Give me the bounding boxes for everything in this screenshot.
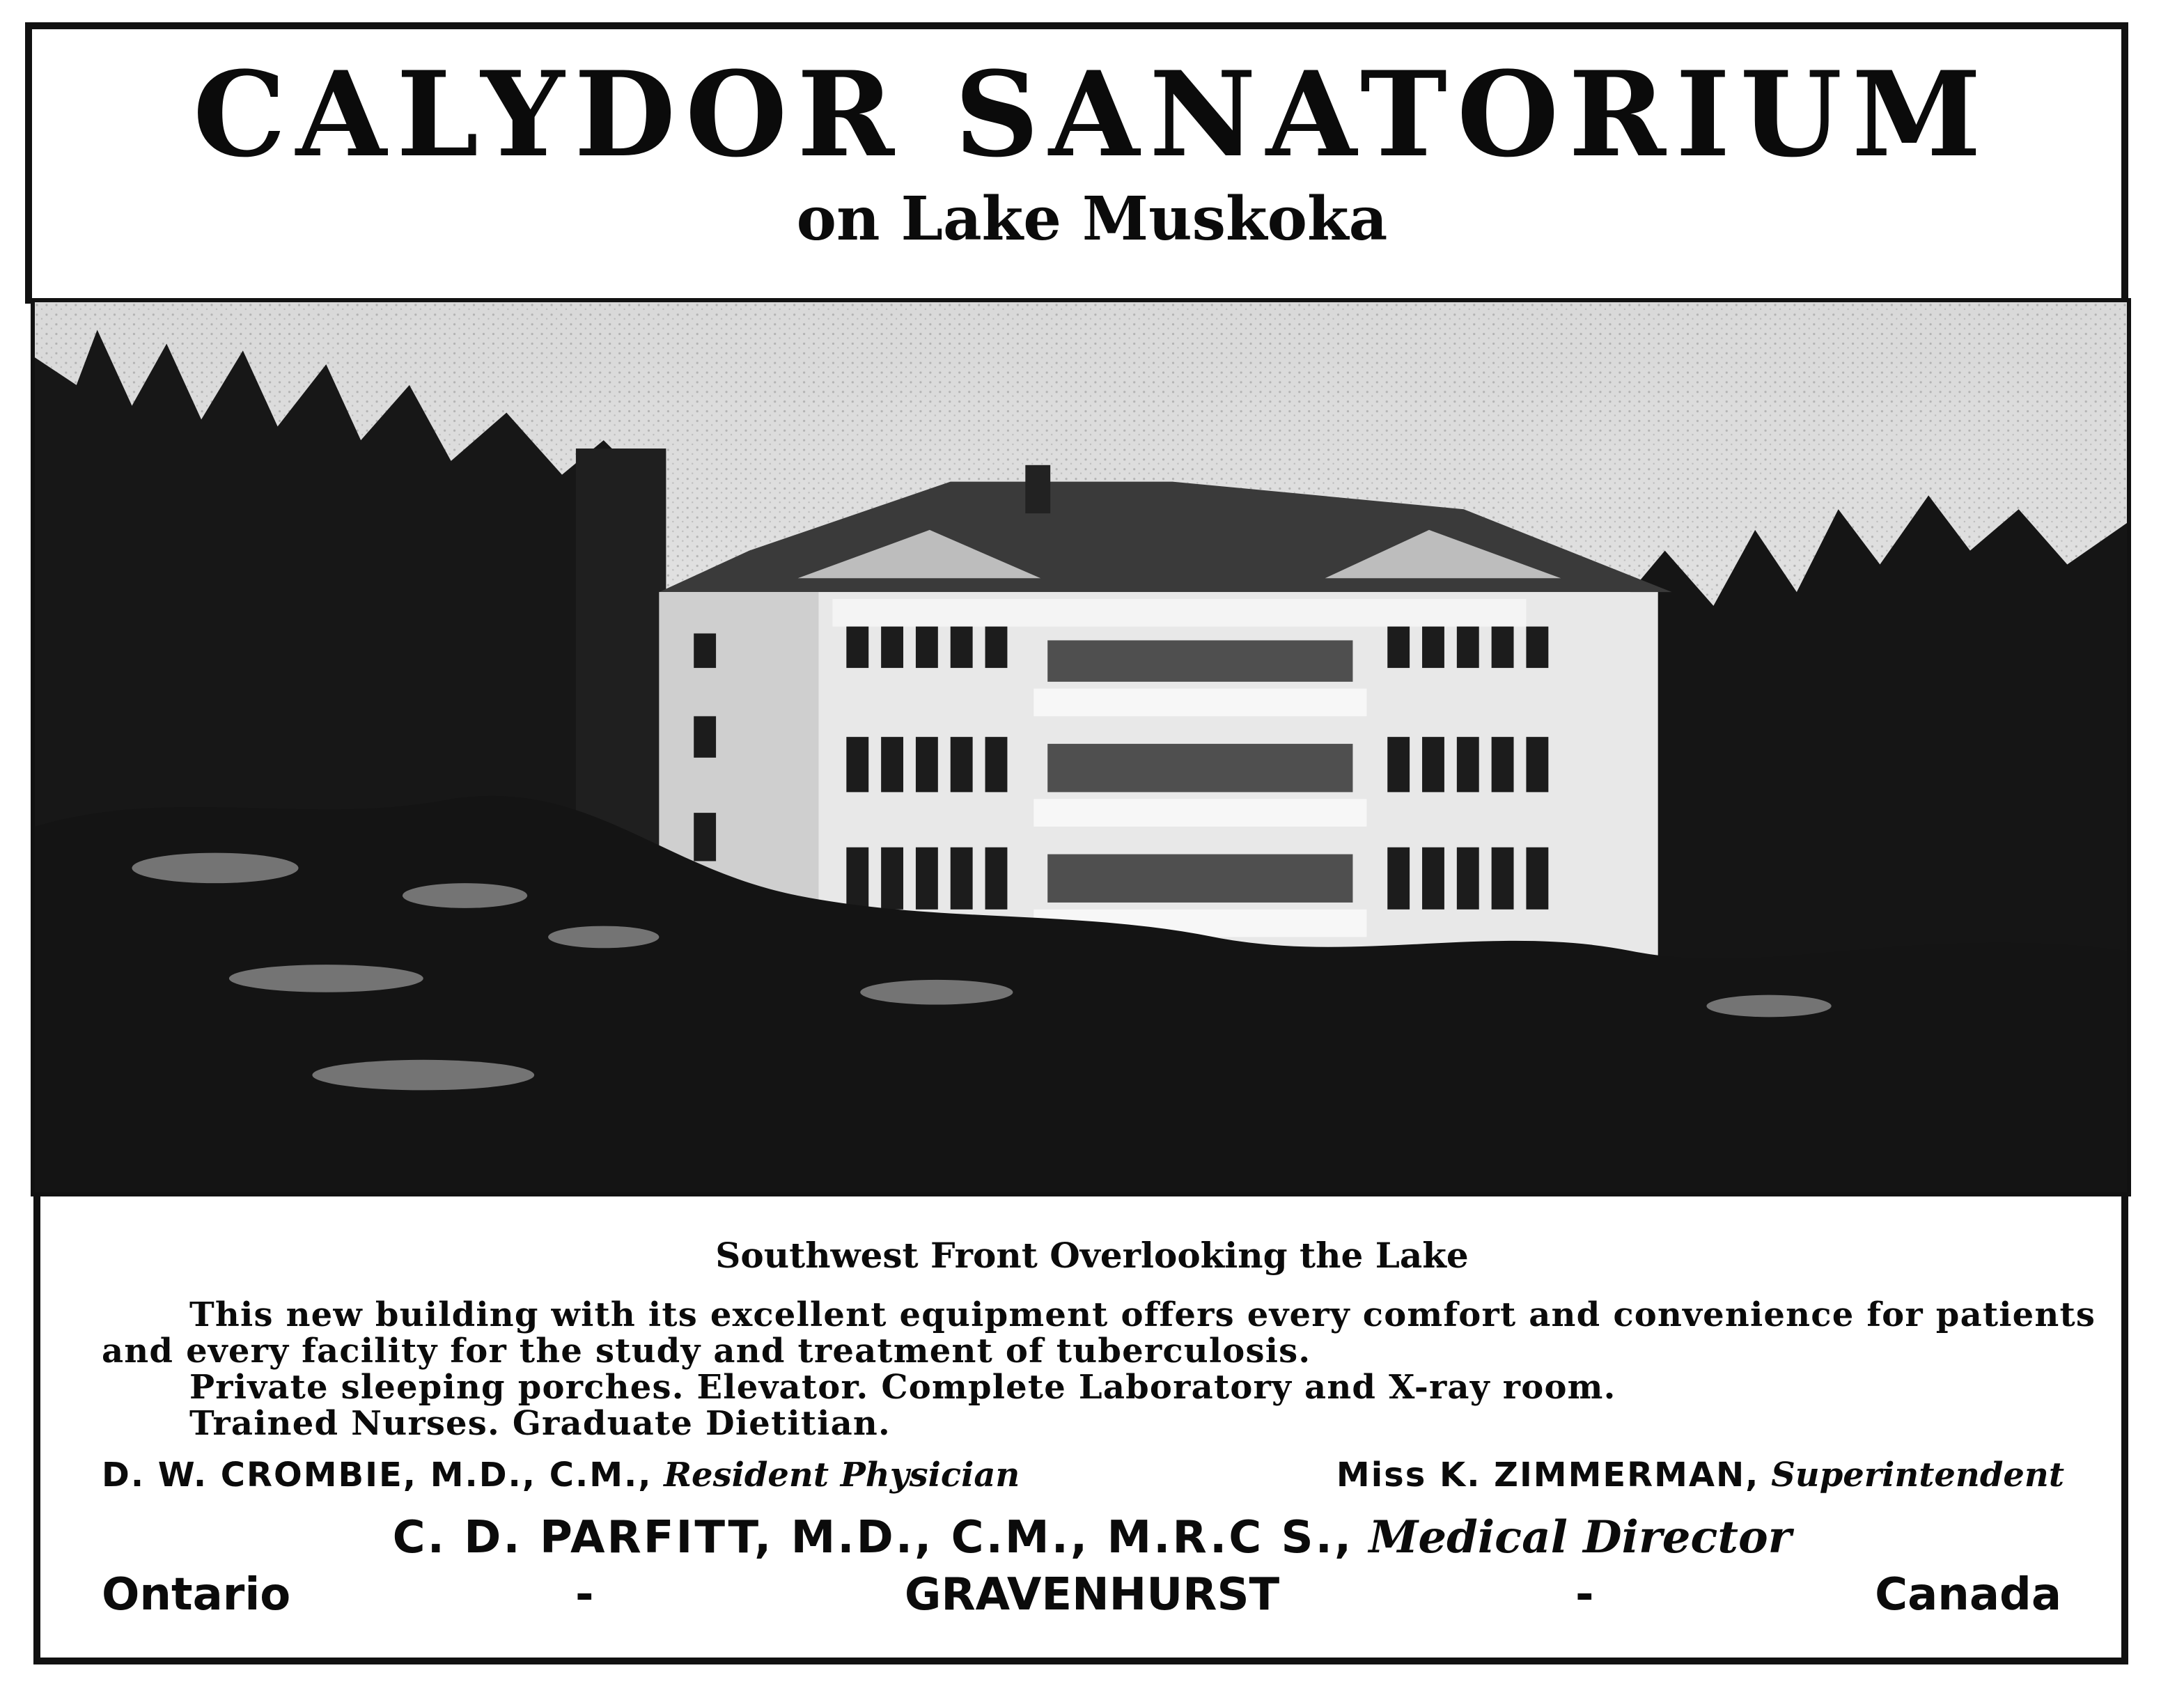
footer-province: Ontario	[102, 1569, 291, 1621]
physician-role: Resident Physician	[664, 1456, 1020, 1495]
superintendent-role: Superintendent	[1771, 1456, 2064, 1495]
director-role: Medical Director	[1368, 1511, 1792, 1563]
resident-physician	[102, 1456, 1020, 1495]
description-line: This new building with its excellent equipment offers every comfort and convenience for patients	[189, 1295, 2096, 1334]
medical-director	[0, 1511, 2184, 1563]
page-title: CALYDOR SANATORIUM	[193, 45, 1991, 183]
superintendent-name: Miss K. ZIMMERMAN,	[1336, 1456, 1760, 1495]
description-line: and every facility for the study and treatment of tuberculosis.	[102, 1332, 1311, 1371]
superintendent	[1336, 1456, 2064, 1495]
physician-name: D. W. CROMBIE, M.D., C.M.,	[102, 1456, 653, 1495]
building-illustration	[35, 302, 2127, 1192]
sanatorium-photo	[31, 298, 2131, 1196]
director-name: C. D. PARFITT, M.D., C.M., M.R.C S.,	[392, 1512, 1354, 1563]
photo-caption: Southwest Front Overlooking the Lake	[715, 1235, 1469, 1276]
description-line: Private sleeping porches. Elevator. Complete Laboratory and X-ray room.	[189, 1368, 1616, 1407]
page-subtitle: on Lake Muskoka	[796, 184, 1388, 254]
footer-country: Canada	[1875, 1569, 2061, 1621]
description-block	[102, 1295, 2096, 1443]
footer-separator: -	[1575, 1569, 1594, 1621]
footer-town: GRAVENHURST	[904, 1569, 1280, 1621]
footer-separator: -	[575, 1569, 594, 1621]
description-line: Trained Nurses. Graduate Dietitian.	[189, 1404, 891, 1443]
